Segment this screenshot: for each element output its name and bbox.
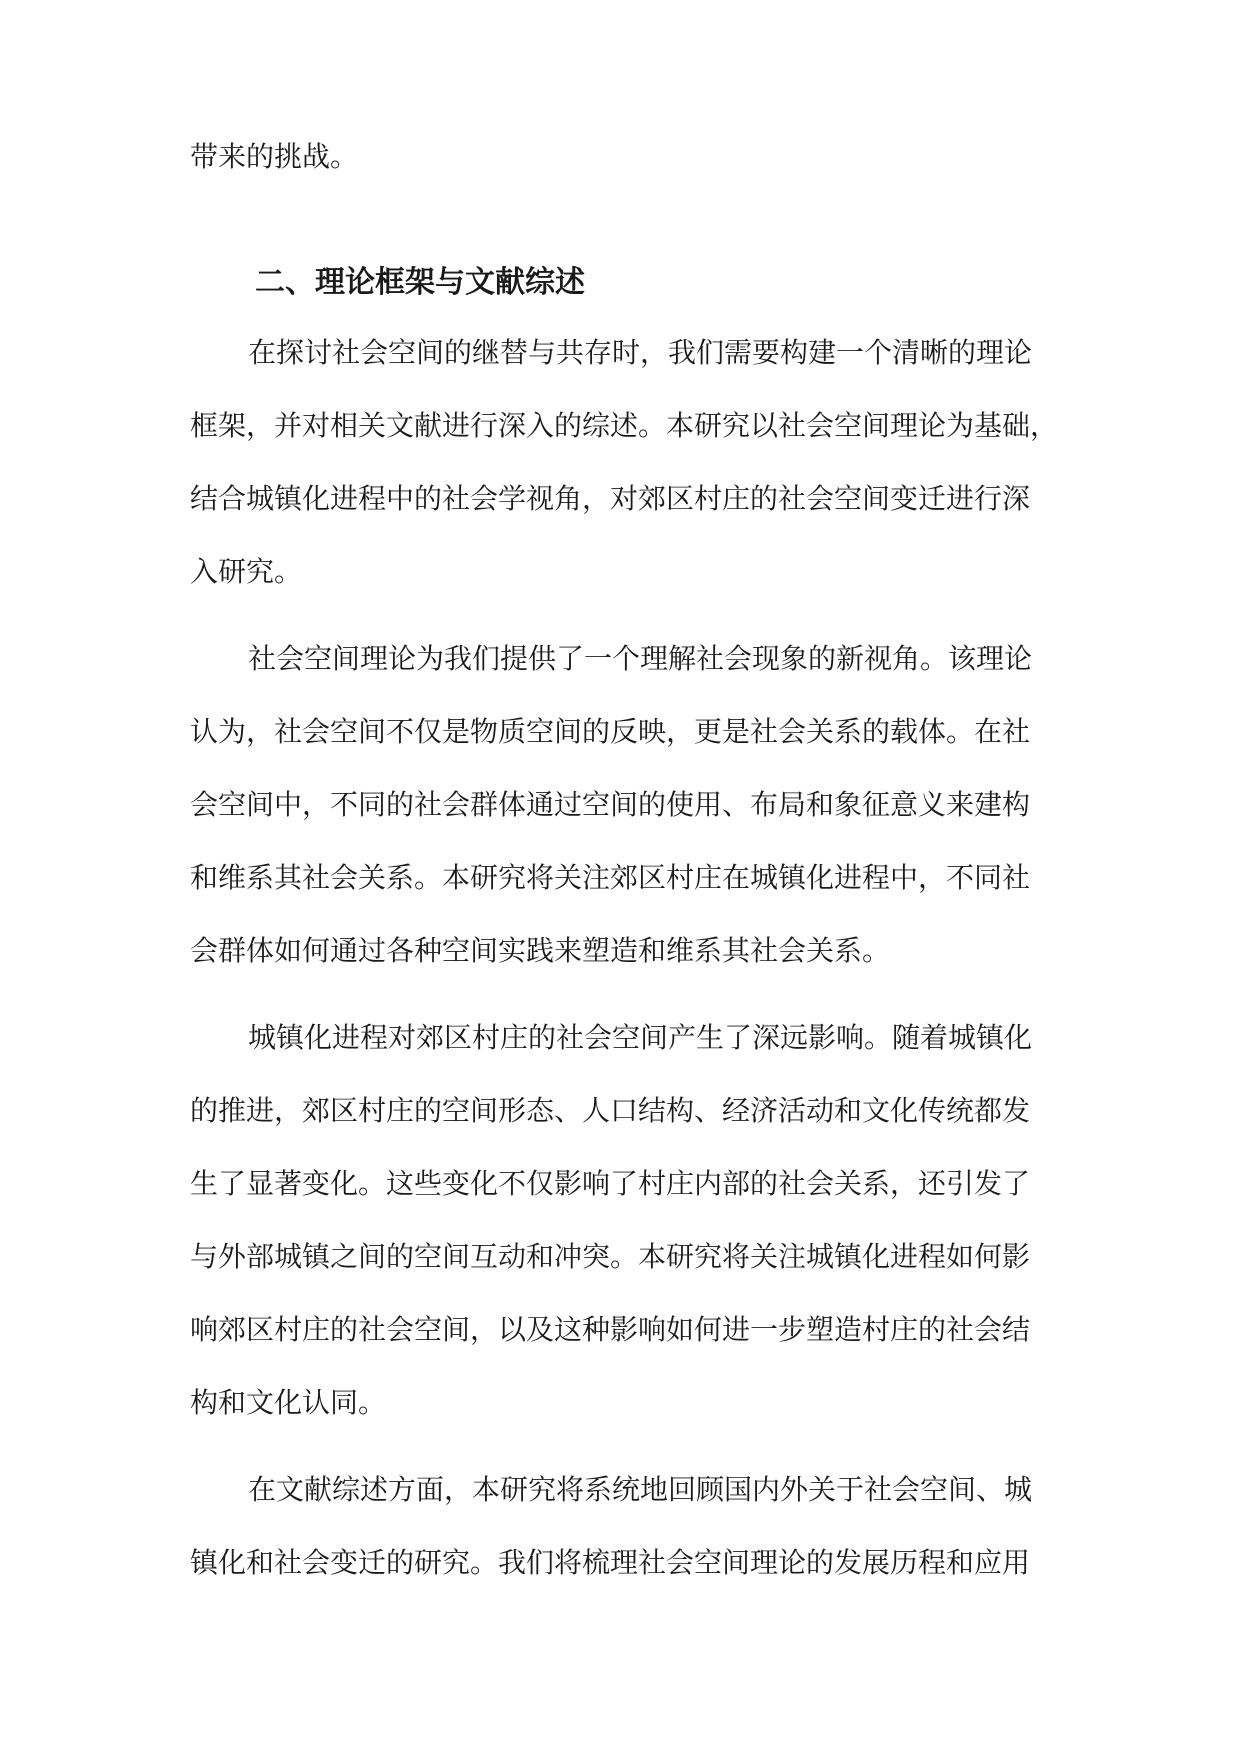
paragraph-3-line-3: 生了显著变化。这些变化不仅影响了村庄内部的社会关系，还引发了	[190, 1167, 1031, 1200]
paragraph-3-line-4: 与外部城镇之间的空间互动和冲突。本研究将关注城镇化进程如何影	[190, 1240, 1031, 1273]
paragraph-1-line-1: 在探讨社会空间的继替与共存时，我们需要构建一个清晰的理论	[248, 336, 1033, 369]
paragraph-3-line-5: 响郊区村庄的社会空间，以及这种影响如何进一步塑造村庄的社会结	[190, 1313, 1031, 1346]
paragraph-3-line-2: 的推进，郊区村庄的空间形态、人口结构、经济活动和文化传统都发	[190, 1094, 1031, 1127]
paragraph-4-line-2: 镇化和社会变迁的研究。我们将梳理社会空间理论的发展历程和应用	[190, 1546, 1031, 1579]
paragraph-4-line-1: 在文献综述方面，本研究将系统地回顾国内外关于社会空间、城	[248, 1473, 1033, 1506]
paragraph-1-line-2: 框架，并对相关文献进行深入的综述。本研究以社会空间理论为基础，	[190, 409, 1059, 442]
paragraph-1-line-4: 入研究。	[190, 555, 303, 588]
paragraph-3-line-1: 城镇化进程对郊区村庄的社会空间产生了深远影响。随着城镇化	[248, 1021, 1033, 1054]
paragraph-2-line-3: 会空间中，不同的社会群体通过空间的使用、布局和象征意义来建构	[190, 788, 1031, 821]
intro-tail-line: 带来的挑战。	[190, 140, 359, 173]
paragraph-2-line-1: 社会空间理论为我们提供了一个理解社会现象的新视角。该理论	[248, 642, 1033, 675]
paragraph-1-line-3: 结合城镇化进程中的社会学视角，对郊区村庄的社会空间变迁进行深	[190, 482, 1031, 515]
paragraph-2-line-4: 和维系其社会关系。本研究将关注郊区村庄在城镇化进程中，不同社	[190, 861, 1031, 894]
paragraph-2-line-5: 会群体如何通过各种空间实践来塑造和维系其社会关系。	[190, 934, 891, 967]
paragraph-3-line-6: 构和文化认同。	[190, 1386, 387, 1419]
paragraph-2-line-2: 认为，社会空间不仅是物质空间的反映，更是社会关系的载体。在社	[190, 715, 1031, 748]
section-heading: 二、理论框架与文献综述	[255, 265, 585, 300]
